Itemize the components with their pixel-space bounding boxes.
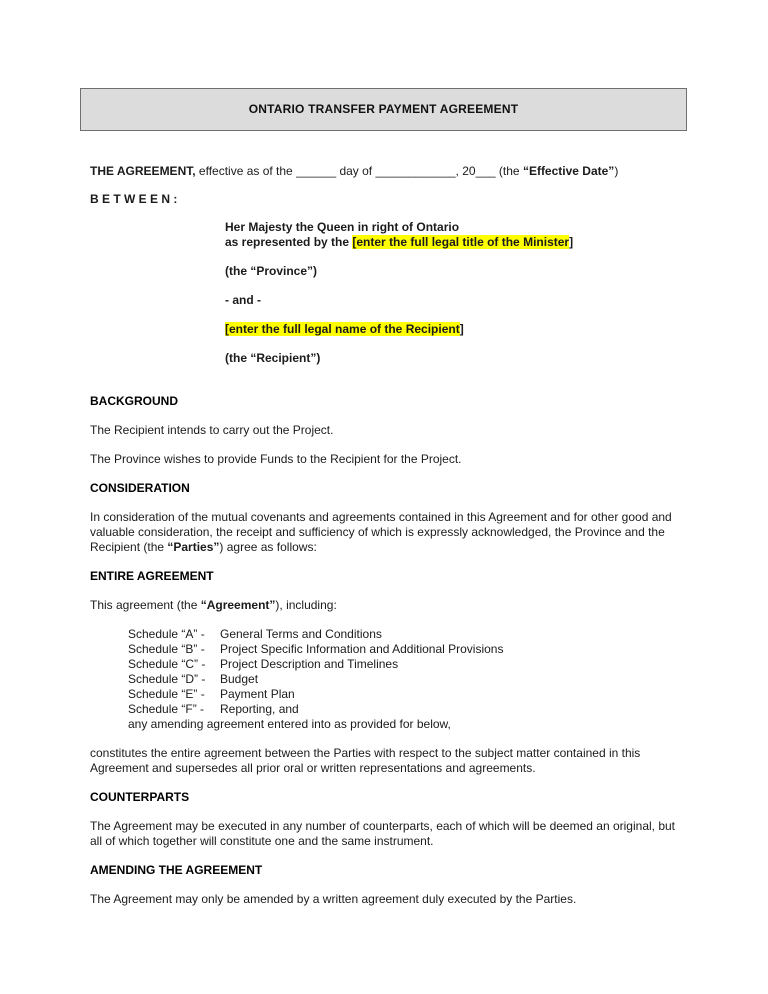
entire-intro-pre: This agreement (the xyxy=(90,598,201,612)
consideration-para xyxy=(90,510,678,555)
document-title: ONTARIO TRANSFER PAYMENT AGREEMENT xyxy=(248,102,519,116)
section-heading-amending: AMENDING THE AGREEMENT xyxy=(90,863,263,877)
close-paren: ) xyxy=(614,164,619,178)
province-party-line2 xyxy=(225,235,678,250)
schedule-item-label: Schedule “F” - xyxy=(128,702,205,716)
schedule-item-label: Schedule “B” - xyxy=(128,642,205,656)
schedule-item xyxy=(128,627,678,642)
minister-placeholder-highlight: [enter the full legal title of the Minister xyxy=(352,235,570,249)
entire-agreement-intro xyxy=(90,598,678,613)
schedule-item-desc: Payment Plan xyxy=(220,687,295,701)
recipient-party-line xyxy=(225,322,678,337)
schedule-item-label: Schedule “A” - xyxy=(128,627,205,641)
background-para-1: The Recipient intends to carry out the Project. xyxy=(90,423,334,437)
schedule-item-label: Schedule “C” - xyxy=(128,657,206,671)
agreement-intro-line xyxy=(90,164,678,179)
schedule-item-label: Schedule “E” - xyxy=(128,687,205,701)
consideration-text-post: ) agree as follows: xyxy=(219,540,317,554)
schedule-list xyxy=(128,627,678,732)
schedule-item-desc: Reporting, and xyxy=(220,702,299,716)
schedule-item xyxy=(128,687,678,702)
amending-para: The Agreement may only be amended by a written agreement duly executed by the Parties. xyxy=(90,892,577,906)
consideration-text-pre: In consideration of the mutual covenants and agreements contained in this Agreement and for other good and valuable consideration, the receipt and sufficiency of which is expressly acknowledged, the Province and the Recipient (the xyxy=(90,510,672,554)
between-label: B E T W E E N : xyxy=(90,192,178,206)
schedule-item xyxy=(128,657,678,672)
section-heading-consideration: CONSIDERATION xyxy=(90,481,190,495)
schedule-item-desc: General Terms and Conditions xyxy=(220,627,382,641)
parties-block xyxy=(225,220,678,366)
recipient-alias: (the “Recipient”) xyxy=(225,351,321,365)
amending-agreement-line: any amending agreement entered into as provided for below, xyxy=(128,717,451,731)
schedule-item-desc: Budget xyxy=(220,672,259,686)
schedule-item-desc: Project Description and Timelines xyxy=(220,657,399,671)
province-party-line1: Her Majesty the Queen in right of Ontario xyxy=(225,220,460,234)
recipient-close-bracket: ] xyxy=(459,322,464,336)
counterparts-para: The Agreement may be executed in any number of counterparts, each of which will be deemed an original, but all of which together will constitute one and the same instrument. xyxy=(90,819,676,848)
entire-agreement-closing: constitutes the entire agreement between the Parties with respect to the subject matter contained in this Agreement and supersedes all prior oral or written representations and agreements. xyxy=(90,746,641,775)
document-title-banner xyxy=(80,88,687,131)
schedule-item xyxy=(128,672,678,687)
schedule-item-desc: Project Specific Information and Additional Provisions xyxy=(220,642,504,656)
section-heading-background: BACKGROUND xyxy=(90,394,178,408)
agreement-term: “Agreement” xyxy=(200,598,276,612)
parties-term: “Parties” xyxy=(167,540,220,554)
and-separator: - and - xyxy=(225,293,261,307)
entire-intro-post: ), including: xyxy=(275,598,337,612)
background-para-2: The Province wishes to provide Funds to the Recipient for the Project. xyxy=(90,452,462,466)
section-heading-entire-agreement: ENTIRE AGREEMENT xyxy=(90,569,214,583)
effective-date-term: “Effective Date” xyxy=(522,164,615,178)
minister-close-bracket: ] xyxy=(569,235,574,249)
represented-prefix: as represented by the xyxy=(225,235,353,249)
schedule-rows xyxy=(128,627,678,717)
schedule-item-label: Schedule “D” - xyxy=(128,672,206,686)
section-heading-counterparts: COUNTERPARTS xyxy=(90,790,190,804)
schedule-item xyxy=(128,702,678,717)
effective-date-blanks: effective as of the ______ day of ____________, 20___ (the xyxy=(195,164,523,178)
province-alias: (the “Province”) xyxy=(225,264,318,278)
schedule-item xyxy=(128,642,678,657)
agreement-label: THE AGREEMENT, xyxy=(90,164,196,178)
recipient-placeholder-highlight: [enter the full legal name of the Recipient xyxy=(225,322,460,336)
